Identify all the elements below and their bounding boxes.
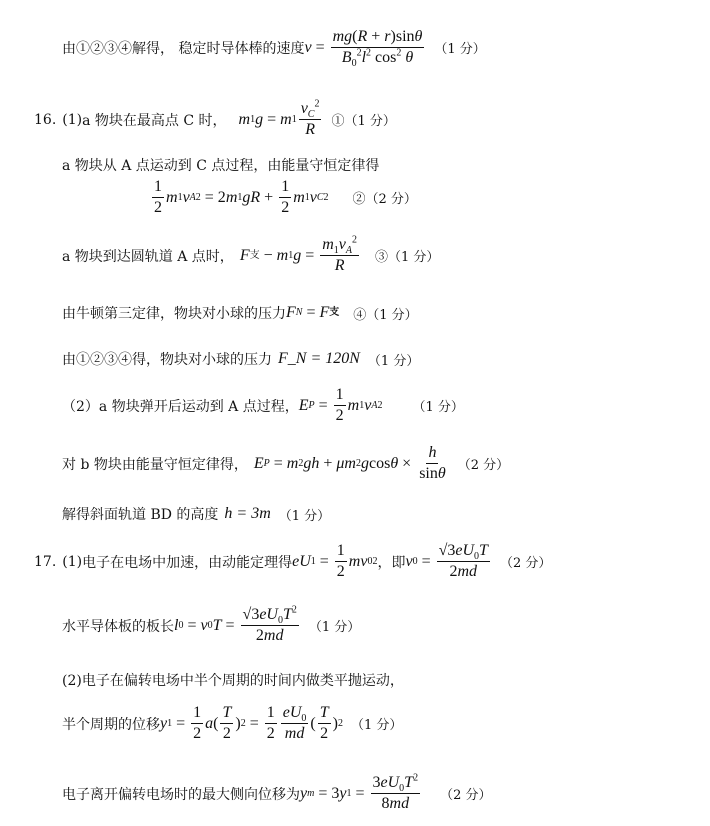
q17-half-period — [62, 704, 402, 744]
score: （2 分） — [457, 458, 510, 474]
formula-kinetic: eU 1 = $\frac{1}{2}$ mv 0 2 — [292, 542, 378, 581]
formula-support-force: F 支 − m 1 g = $\frac{m_1v_A^2}{R}$ — [239, 234, 357, 275]
formula-l0: l 0 = v 0 T = $\frac{√3eU_0T^2}{2md}$ — [174, 604, 297, 645]
score: （2 分） — [499, 556, 552, 572]
part-label: (1) — [62, 553, 83, 570]
score: （1 分） — [434, 42, 486, 58]
q16-energy-text — [62, 155, 379, 175]
q17-plate-length — [62, 606, 360, 646]
q17-part2 — [62, 670, 404, 690]
formula-height: h = 3m — [224, 505, 271, 522]
formula-spring-energy: E P = $\frac{1}{2}$ m 1 v A 2 — [298, 386, 383, 425]
text: 由牛顿第三定律，物块对小球的压力 — [62, 306, 286, 322]
score: （1 分） — [350, 718, 403, 734]
score: （1 分） — [367, 353, 420, 369]
formula-energy: $\frac{1}{2}$ m 1 v A 2 = 2 m 1 gR + $\frac{1}{2}$ m 1 v C 2 — [154, 178, 329, 217]
text: 由①②③④得，物块对小球的压力 — [62, 352, 272, 368]
formula-ym: y m = 3 y 1 = $\frac{3eU_0T^2}{8md}$ — [300, 772, 419, 813]
formula-b-energy: E P = m 2 gh + μm 2 g cos θ × $\frac{h}{\sin\theta}$ — [253, 444, 446, 483]
text: 电子离开偏转电场时的最大侧向位移为 — [62, 786, 300, 803]
q16-part1 — [34, 100, 396, 140]
question-number: 17. — [34, 553, 57, 570]
text: 对 b 物块由能量守恒定律得， — [62, 456, 248, 473]
score: （1 分） — [278, 508, 331, 524]
formula-y1: y 1 = $\frac{1}{2}$ a ( $\frac{T}{2}$ ) 2 = $\frac{1}{2}$ $\frac{eU_0}{md}$ ( $\frac{T}{2}$ ) 2 — [160, 704, 343, 743]
text: 解得斜面轨道 BD 的高度 — [62, 507, 219, 523]
q16-height — [62, 504, 330, 524]
q16-pressure-result — [62, 349, 419, 369]
text: a 物块到达圆轨道 A 点时， — [62, 248, 234, 265]
part-label: (1) — [62, 111, 83, 128]
mark: ①（1 分） — [331, 114, 396, 130]
text: (2)电子在偏转电场中半个周期的时间内做类平抛运动， — [62, 673, 404, 689]
text: 水平导体板的板长 — [62, 618, 174, 635]
formula-normal-force: F N = F 支 — [286, 304, 340, 321]
mark: ③（1 分） — [375, 250, 440, 266]
q16-part2 — [62, 386, 464, 426]
formula-v0: v 0 = $\frac{√3eU_0T}{2md}$ — [405, 542, 488, 581]
formula-result: F_N = 120N — [278, 350, 360, 367]
text: ，即 — [377, 554, 406, 571]
score: （2 分） — [440, 788, 492, 804]
q16-b-energy — [62, 444, 509, 484]
mark: ②（2 分） — [352, 192, 417, 208]
formula-velocity: v = $\frac{mg(R + r)\sin\theta}{B_0^2l^2 \cos^2 \theta}$ — [304, 28, 423, 70]
text: a 物块弹开后运动到 A 点过程， — [98, 398, 299, 415]
score: （1 分） — [308, 620, 361, 636]
q16-newton-third — [62, 303, 418, 323]
formula-top-point: m 1 g = m 1 $\frac{v_C^2}{R}$ — [238, 98, 320, 139]
q17-max-offset — [62, 774, 491, 814]
text: a 物块从 A 点运动到 C 点过程，由能量守恒定律得 — [62, 158, 380, 174]
question-number: 16. — [34, 111, 57, 128]
q16-energy-formula — [150, 178, 417, 218]
solution-line-velocity — [62, 28, 486, 68]
part-label: （2） — [62, 398, 99, 415]
q17-part1 — [34, 542, 551, 582]
q16-point-a — [62, 236, 439, 276]
text: a 物块在最高点 C 时， — [82, 112, 227, 129]
text: 电子在电场中加速，由动能定理得 — [82, 554, 293, 571]
score: （1 分） — [412, 400, 464, 416]
text: 由①②③④解得， 稳定时导体棒的速度 — [62, 40, 305, 57]
text: 半个周期的位移 — [62, 716, 160, 733]
mark: ④（1 分） — [353, 307, 418, 323]
